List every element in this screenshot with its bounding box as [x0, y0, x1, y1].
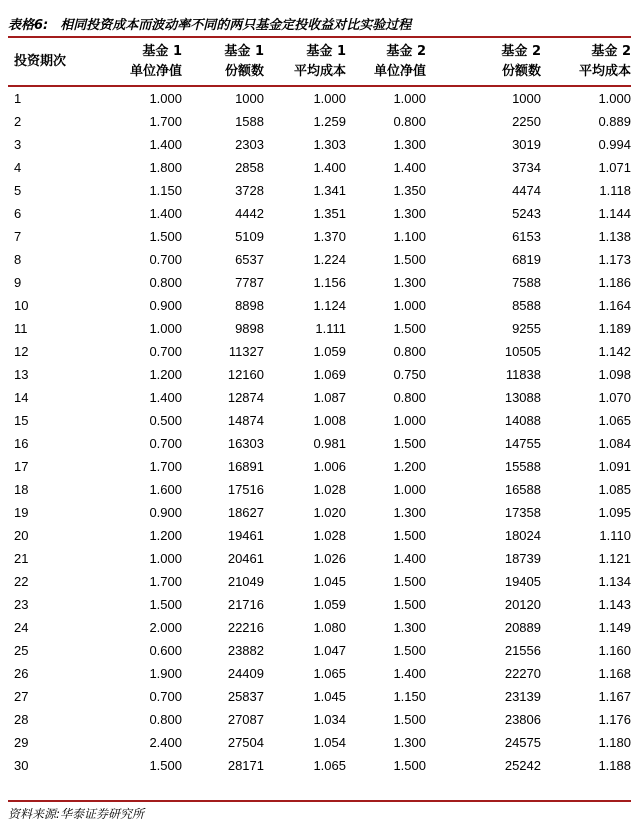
cell-period: 22: [14, 574, 29, 589]
cell-fund2-nav: 0.800: [393, 390, 426, 405]
cell-fund1-avgcost: 1.045: [313, 689, 346, 704]
table-row: [8, 179, 631, 202]
cell-fund1-avgcost: 1.400: [313, 160, 346, 175]
cell-fund2-nav: 1.500: [393, 758, 426, 773]
cell-fund2-nav: 1.500: [393, 712, 426, 727]
cell-fund2-avgcost: 1.164: [598, 298, 631, 313]
table-row: [8, 501, 631, 524]
cell-fund1-nav: 0.900: [149, 298, 182, 313]
cell-period: 19: [14, 505, 29, 520]
cell-fund1-nav: 1.000: [149, 91, 182, 106]
cell-fund2-shares: 17358: [504, 505, 541, 520]
cell-fund1-nav: 0.700: [149, 689, 182, 704]
cell-period: 4: [14, 160, 22, 175]
cell-fund1-nav: 1.500: [149, 597, 182, 612]
cell-fund2-avgcost: 1.149: [598, 620, 631, 635]
cell-fund1-nav: 1.400: [149, 206, 182, 221]
cell-fund1-avgcost: 1.351: [313, 206, 346, 221]
col-header-fund2-shares: [426, 38, 541, 85]
cell-fund1-nav: 1.600: [149, 482, 182, 497]
cell-fund1-shares: 27504: [227, 735, 264, 750]
cell-fund1-nav: 0.700: [149, 252, 182, 267]
cell-fund1-avgcost: 1.259: [313, 114, 346, 129]
col-header-fund1-nav: [110, 38, 182, 85]
cell-period: 24: [14, 620, 29, 635]
cell-period: 26: [14, 666, 29, 681]
cell-fund2-shares: 2250: [512, 114, 541, 129]
cell-period: 28: [14, 712, 29, 727]
table-row: [8, 110, 631, 133]
cell-fund2-avgcost: 1.160: [598, 643, 631, 658]
table-row: [8, 363, 631, 386]
cell-period: 21: [14, 551, 29, 566]
cell-fund1-nav: 2.000: [149, 620, 182, 635]
cell-fund1-shares: 20461: [227, 551, 264, 566]
cell-fund1-avgcost: 1.054: [313, 735, 346, 750]
cell-fund1-shares: 11327: [228, 344, 264, 359]
table-row: [8, 133, 631, 156]
cell-fund2-shares: 22270: [504, 666, 541, 681]
cell-fund2-shares: 11838: [505, 367, 541, 382]
table-body: [8, 85, 631, 777]
cell-fund2-shares: 4474: [512, 183, 541, 198]
cell-fund2-nav: 1.100: [393, 229, 426, 244]
col-header-fund1-shares-line2: 份额数: [224, 63, 264, 79]
cell-fund1-nav: 1.500: [149, 758, 182, 773]
cell-fund1-avgcost: 1.034: [313, 712, 346, 727]
cell-fund1-nav: 1.400: [149, 390, 182, 405]
cell-fund2-nav: 1.350: [393, 183, 426, 198]
cell-fund1-shares: 12160: [227, 367, 264, 382]
col-header-fund1-shares-line1: 基金 1: [224, 43, 264, 59]
cell-fund2-avgcost: 1.098: [598, 367, 631, 382]
cell-fund1-avgcost: 1.156: [313, 275, 346, 290]
cell-fund1-nav: 1.500: [149, 229, 182, 244]
table-row: [8, 271, 631, 294]
cell-fund2-nav: 1.500: [393, 528, 426, 543]
cell-period: 6: [14, 206, 22, 221]
cell-fund1-shares: 5109: [235, 229, 264, 244]
cell-fund2-nav: 1.200: [393, 459, 426, 474]
cell-fund2-avgcost: 0.994: [598, 137, 631, 152]
cell-fund1-avgcost: 1.006: [313, 459, 346, 474]
cell-fund1-avgcost: 1.303: [313, 137, 346, 152]
table-row: [8, 386, 631, 409]
cell-fund2-avgcost: 1.000: [598, 91, 631, 106]
table-row: [8, 248, 631, 271]
cell-fund2-shares: 14088: [504, 413, 541, 428]
cell-fund1-avgcost: 0.981: [313, 436, 346, 451]
cell-period: 3: [14, 137, 22, 152]
cell-fund1-shares: 21049: [227, 574, 264, 589]
cell-fund1-nav: 0.700: [149, 344, 182, 359]
table-row: [8, 202, 631, 225]
cell-fund1-avgcost: 1.065: [313, 666, 346, 681]
cell-fund2-shares: 8588: [512, 298, 541, 313]
cell-fund2-shares: 23806: [504, 712, 541, 727]
table-row: [8, 754, 631, 777]
header-row: [8, 38, 631, 85]
cell-fund1-avgcost: 1.065: [313, 758, 346, 773]
cell-fund2-shares: 3734: [512, 160, 541, 175]
cell-fund2-shares: 7588: [512, 275, 541, 290]
cell-fund2-avgcost: 1.189: [598, 321, 631, 336]
cell-fund1-avgcost: 1.045: [313, 574, 346, 589]
cell-fund2-shares: 21556: [504, 643, 541, 658]
cell-fund1-shares: 8898: [235, 298, 264, 313]
cell-fund1-avgcost: 1.087: [313, 390, 346, 405]
cell-fund2-avgcost: 1.138: [598, 229, 631, 244]
cell-fund2-shares: 10505: [504, 344, 541, 359]
table-row: [8, 685, 631, 708]
cell-fund2-avgcost: 1.188: [598, 758, 631, 773]
cell-fund1-nav: 1.900: [149, 666, 182, 681]
cell-period: 23: [14, 597, 29, 612]
cell-fund1-shares: 16891: [227, 459, 264, 474]
col-header-fund2-avgcost: [541, 38, 631, 85]
cell-fund1-shares: 17516: [227, 482, 264, 497]
col-header-period-label: 投资期次: [14, 53, 67, 69]
cell-period: 1: [14, 91, 22, 106]
cell-fund2-shares: 3019: [512, 137, 541, 152]
cell-fund1-avgcost: 1.069: [313, 367, 346, 382]
cell-fund1-shares: 3728: [235, 183, 264, 198]
table-row: [8, 478, 631, 501]
cell-fund1-shares: 12874: [227, 390, 264, 405]
cell-fund1-avgcost: 1.026: [313, 551, 346, 566]
table-row: [8, 156, 631, 179]
cell-period: 17: [14, 459, 29, 474]
cell-fund1-nav: 0.800: [149, 275, 182, 290]
cell-fund2-shares: 6819: [512, 252, 541, 267]
cell-fund1-avgcost: 1.124: [313, 298, 346, 313]
cell-fund1-shares: 21716: [227, 597, 264, 612]
cell-period: 20: [14, 528, 29, 543]
cell-fund2-avgcost: 1.144: [598, 206, 631, 221]
cell-period: 13: [14, 367, 29, 382]
cell-fund1-shares: 4442: [235, 206, 264, 221]
table-row: [8, 455, 631, 478]
cell-fund1-nav: 1.000: [149, 551, 182, 566]
cell-fund1-nav: 1.150: [149, 183, 182, 198]
cell-fund2-nav: 1.000: [393, 482, 426, 497]
cell-fund2-avgcost: 1.143: [598, 597, 631, 612]
caption-title: 相同投资成本而波动率不同的两只基金定投收益对比实验过程: [60, 18, 412, 33]
cell-fund1-shares: 7787: [235, 275, 264, 290]
cell-fund1-avgcost: 1.028: [313, 482, 346, 497]
col-header-fund1-avgcost: [264, 38, 346, 85]
col-header-fund1-nav-line1: 基金 1: [142, 43, 182, 59]
cell-fund2-nav: 1.000: [393, 413, 426, 428]
cell-fund2-avgcost: 1.118: [599, 183, 631, 198]
table-row: [8, 225, 631, 248]
cell-fund1-avgcost: 1.047: [313, 643, 346, 658]
col-header-fund2-shares-line1: 基金 2: [501, 43, 541, 59]
cell-fund1-nav: 0.700: [149, 436, 182, 451]
cell-fund2-avgcost: 1.110: [599, 528, 631, 543]
cell-fund1-shares: 1000: [235, 91, 264, 106]
cell-fund2-shares: 14755: [504, 436, 541, 451]
cell-fund2-shares: 18024: [504, 528, 541, 543]
cell-period: 2: [14, 114, 22, 129]
cell-fund2-shares: 9255: [512, 321, 541, 336]
col-header-period: [8, 38, 110, 85]
cell-fund2-nav: 1.400: [393, 666, 426, 681]
cell-fund1-shares: 23882: [227, 643, 264, 658]
cell-period: 27: [14, 689, 29, 704]
cell-fund2-nav: 1.500: [393, 252, 426, 267]
cell-fund1-shares: 2303: [235, 137, 264, 152]
cell-period: 10: [14, 298, 29, 313]
table-row: [8, 593, 631, 616]
cell-period: 7: [14, 229, 22, 244]
cell-fund2-nav: 1.400: [393, 160, 426, 175]
cell-fund1-nav: 1.200: [149, 528, 182, 543]
cell-fund2-nav: 1.300: [393, 620, 426, 635]
cell-fund2-nav: 1.000: [393, 91, 426, 106]
cell-fund2-nav: 1.300: [393, 505, 426, 520]
cell-fund2-avgcost: 1.168: [598, 666, 631, 681]
col-header-fund2-nav-line1: 基金 2: [386, 43, 426, 59]
cell-fund2-shares: 18739: [504, 551, 541, 566]
cell-fund2-avgcost: 0.889: [598, 114, 631, 129]
cell-fund1-shares: 18627: [227, 505, 264, 520]
cell-period: 29: [14, 735, 29, 750]
table-row: [8, 639, 631, 662]
col-header-fund2-shares-line2: 份额数: [501, 63, 541, 79]
cell-fund1-avgcost: 1.000: [313, 91, 346, 106]
caption-label: 表格6:: [8, 18, 49, 33]
cell-fund2-nav: 0.750: [393, 367, 426, 382]
table-row: [8, 85, 631, 110]
cell-fund1-shares: 19461: [227, 528, 264, 543]
cell-fund1-nav: 0.800: [149, 712, 182, 727]
col-header-fund2-avgcost-line2: 平均成本: [578, 63, 631, 79]
cell-fund1-nav: 1.700: [149, 574, 182, 589]
cell-fund2-shares: 20120: [504, 597, 541, 612]
cell-fund2-shares: 1000: [512, 91, 541, 106]
cell-fund1-shares: 27087: [227, 712, 264, 727]
cell-period: 8: [14, 252, 22, 267]
cell-fund2-shares: 19405: [504, 574, 541, 589]
table-row: [8, 409, 631, 432]
cell-fund2-avgcost: 1.084: [598, 436, 631, 451]
table-row: [8, 340, 631, 363]
cell-fund2-avgcost: 1.134: [598, 574, 631, 589]
cell-fund2-shares: 20889: [504, 620, 541, 635]
header-rule: [8, 85, 631, 87]
table-row: [8, 708, 631, 731]
cell-fund1-avgcost: 1.059: [313, 597, 346, 612]
cell-fund1-avgcost: 1.080: [313, 620, 346, 635]
cell-fund1-avgcost: 1.224: [313, 252, 346, 267]
cell-fund1-shares: 16303: [227, 436, 264, 451]
cell-fund1-nav: 1.200: [149, 367, 182, 382]
cell-fund2-nav: 0.800: [393, 344, 426, 359]
cell-fund1-shares: 2858: [235, 160, 264, 175]
col-header-fund1-avgcost-line2: 平均成本: [293, 63, 346, 79]
table-row: [8, 432, 631, 455]
cell-fund2-nav: 1.300: [393, 735, 426, 750]
cell-fund2-avgcost: 1.071: [598, 160, 631, 175]
cell-fund1-avgcost: 1.059: [313, 344, 346, 359]
cell-fund1-avgcost: 1.028: [313, 528, 346, 543]
cell-fund2-nav: 1.500: [393, 321, 426, 336]
cell-fund2-shares: 24575: [504, 735, 541, 750]
col-header-fund2-nav: [346, 38, 426, 85]
col-header-fund1-avgcost-line1: 基金 1: [306, 43, 346, 59]
cell-fund1-shares: 24409: [227, 666, 264, 681]
cell-period: 18: [14, 482, 29, 497]
cell-fund1-avgcost: 1.020: [313, 505, 346, 520]
cell-fund2-shares: 25242: [504, 758, 541, 773]
cell-fund2-avgcost: 1.095: [598, 505, 631, 520]
cell-fund2-nav: 1.500: [393, 436, 426, 451]
cell-fund2-avgcost: 1.070: [598, 390, 631, 405]
cell-period: 5: [14, 183, 22, 198]
cell-fund1-nav: 1.800: [149, 160, 182, 175]
cell-fund2-shares: 15588: [504, 459, 541, 474]
cell-fund1-shares: 14874: [227, 413, 264, 428]
cell-fund1-shares: 25837: [227, 689, 264, 704]
cell-fund2-nav: 1.000: [393, 298, 426, 313]
cell-fund2-nav: 1.300: [393, 206, 426, 221]
table-row: [8, 317, 631, 340]
cell-fund1-nav: 1.000: [149, 321, 182, 336]
cell-fund2-nav: 0.800: [393, 114, 426, 129]
cell-fund2-nav: 1.500: [393, 597, 426, 612]
cell-fund1-avgcost: 1.008: [313, 413, 346, 428]
cell-fund2-nav: 1.500: [393, 574, 426, 589]
col-header-fund2-avgcost-line1: 基金 2: [591, 43, 631, 59]
cell-period: 9: [14, 275, 22, 290]
cell-period: 14: [14, 390, 29, 405]
table-caption: [8, 16, 630, 36]
cell-fund2-shares: 6153: [512, 229, 541, 244]
cell-fund1-nav: 2.400: [149, 735, 182, 750]
cell-fund1-avgcost: 1.111: [315, 321, 346, 336]
cell-fund1-nav: 1.400: [149, 137, 182, 152]
data-table: [8, 38, 631, 777]
cell-fund1-avgcost: 1.341: [313, 183, 346, 198]
cell-fund2-avgcost: 1.167: [598, 689, 631, 704]
cell-fund2-shares: 5243: [512, 206, 541, 221]
cell-fund2-avgcost: 1.173: [598, 252, 631, 267]
cell-period: 15: [14, 413, 29, 428]
bottom-rule: [8, 800, 631, 802]
cell-period: 11: [14, 321, 28, 336]
cell-fund2-avgcost: 1.186: [598, 275, 631, 290]
cell-fund2-avgcost: 1.180: [598, 735, 631, 750]
cell-fund1-shares: 1588: [235, 114, 264, 129]
cell-period: 25: [14, 643, 29, 658]
col-header-fund1-nav-line2: 单位净值: [129, 63, 182, 79]
table-row: [8, 731, 631, 754]
cell-fund2-nav: 1.300: [393, 275, 426, 290]
col-header-fund2-nav-line2: 单位净值: [373, 63, 426, 79]
cell-fund1-nav: 0.900: [149, 505, 182, 520]
cell-fund2-nav: 1.400: [393, 551, 426, 566]
cell-fund2-nav: 1.300: [393, 137, 426, 152]
cell-fund2-avgcost: 1.085: [598, 482, 631, 497]
cell-fund1-avgcost: 1.370: [313, 229, 346, 244]
cell-period: 16: [14, 436, 29, 451]
cell-period: 12: [14, 344, 29, 359]
table-row: [8, 570, 631, 593]
cell-fund1-nav: 1.700: [149, 459, 182, 474]
table-row: [8, 294, 631, 317]
cell-fund1-shares: 9898: [235, 321, 264, 336]
col-header-fund1-shares: [182, 38, 264, 85]
table-row: [8, 616, 631, 639]
cell-fund2-avgcost: 1.142: [598, 344, 631, 359]
cell-fund1-shares: 28171: [227, 758, 264, 773]
cell-fund2-avgcost: 1.121: [598, 551, 631, 566]
cell-fund1-nav: 0.600: [149, 643, 182, 658]
cell-fund2-nav: 1.500: [393, 643, 426, 658]
cell-fund2-shares: 16588: [504, 482, 541, 497]
cell-fund1-nav: 0.500: [149, 413, 182, 428]
cell-fund2-avgcost: 1.091: [598, 459, 631, 474]
table-row: [8, 524, 631, 547]
cell-fund2-nav: 1.150: [393, 689, 426, 704]
cell-fund1-nav: 1.700: [149, 114, 182, 129]
cell-fund1-shares: 22216: [227, 620, 264, 635]
cell-fund2-avgcost: 1.065: [598, 413, 631, 428]
table-row: [8, 547, 631, 570]
source-note: 资料来源:华泰证券研究所: [8, 807, 145, 821]
cell-fund2-shares: 23139: [504, 689, 541, 704]
cell-fund2-avgcost: 1.176: [598, 712, 631, 727]
cell-fund2-shares: 13088: [504, 390, 541, 405]
cell-period: 30: [14, 758, 29, 773]
table-row: [8, 662, 631, 685]
cell-fund1-shares: 6537: [235, 252, 264, 267]
